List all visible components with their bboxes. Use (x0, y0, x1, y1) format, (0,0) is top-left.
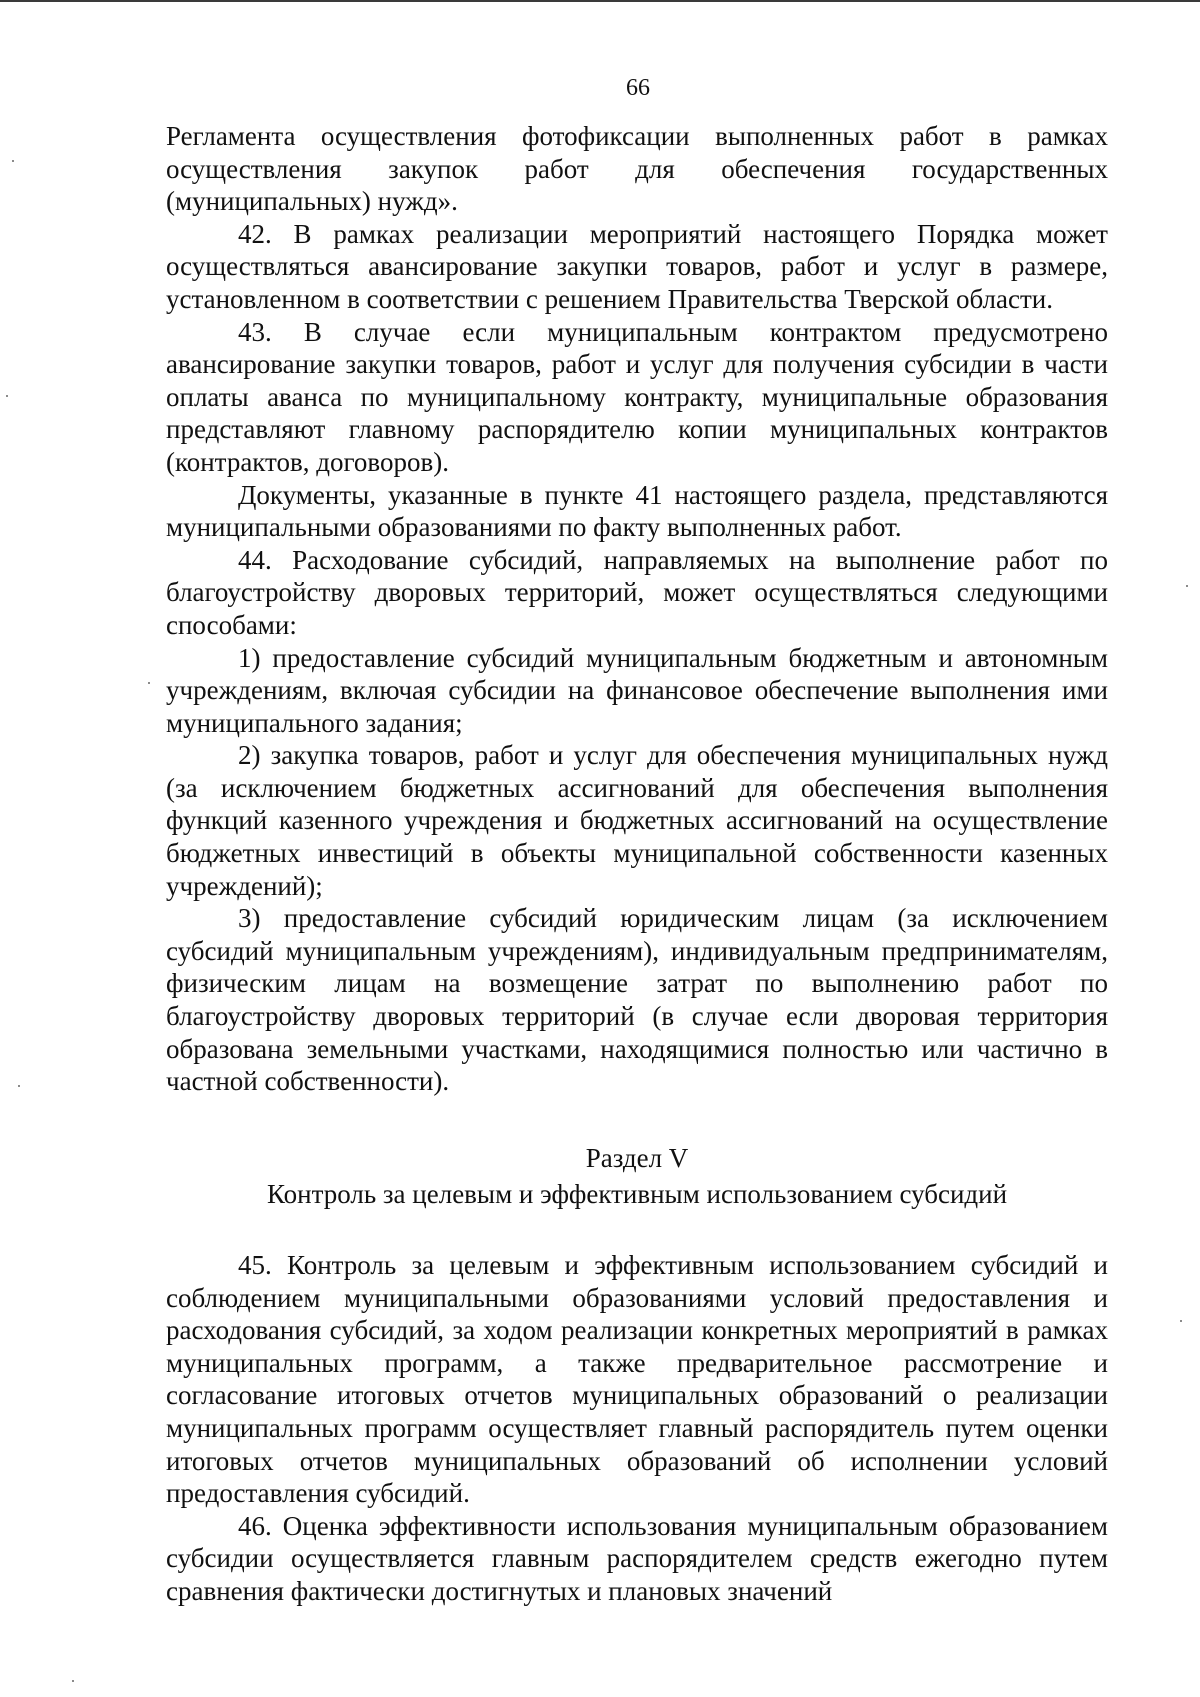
paragraph-45: 45. Контроль за целевым и эффективным использованием субсидий и соблюдением муниципальными образованиями условий предоставления и расходования субсидий, за ходом реализации конкретных мероприятий в рамках муниципальных программ, а также предварительное рассмотрение и согласование итоговых отчетов муниципальных образований о реализации муниципальных программ осуществляет главный распорядитель путем оценки итоговых отчетов муниципальных образований об исполнении условий предоставления субсидий. (166, 1250, 1108, 1509)
section-label: Раздел V (585, 1142, 689, 1173)
scan-speck (6, 395, 8, 397)
paragraph-46: 46. Оценка эффективности использования муниципальным образованием субсидии осуществляется главным распорядителем средств ежегодно путем сравнения фактически достигнутых и плановых значений (166, 1510, 1108, 1606)
scan-speck (148, 682, 150, 684)
paragraph-43: 43. В случае если муниципальным контрактом предусмотрено авансирование закупки товаров, работ и услуг для получения субсидии в части оплаты аванса по муниципальному контракту, муниципальные образования представляют главному распорядителю копии муниципальных контрактов (контрактов, договоров). (166, 316, 1108, 477)
section-title: Контроль за целевым и эффективным использованием субсидий (266, 1179, 1008, 1210)
scan-speck (1180, 1320, 1182, 1322)
paragraph-documents: Документы, указанные в пункте 41 настоящего раздела, представляются муниципальными образованиями по факту выполненных работ. (166, 479, 1108, 543)
document-body (166, 120, 1108, 1608)
list-item-3: 3) предоставление субсидий юридическим лицам (за исключением субсидий муниципальным учреждениям), индивидуальным предпринимателям, физическим лицам на возмещение затрат по выполнению работ по благоустройству дворовых территорий (в случае если дворовая территория образована земельными участками, находящимися полностью или частично в частной собственности). (166, 903, 1108, 1097)
paragraph-regulation-continuation: Регламента осуществления фотофиксации выполненных работ в рамках осуществления закупок работ для обеспечения государственных (муниципальных) нужд». (166, 121, 1108, 217)
paragraph-42: 42. В рамках реализации мероприятий настоящего Порядка может осуществляться авансирование закупки товаров, работ и услуг в размере, установленном в соответствии с решением Правительства Тверской области. (166, 218, 1108, 314)
paragraph-44: 44. Расходование субсидий, направляемых на выполнение работ по благоустройству дворовых территорий, может осуществляться следующими способами: (166, 544, 1108, 640)
scan-top-edge (0, 0, 1200, 2)
page-number: 66 (626, 75, 650, 101)
scan-speck (12, 160, 14, 162)
list-item-2: 2) закупка товаров, работ и услуг для обеспечения муниципальных нужд (за исключением бюджетных ассигнований для обеспечения выполнения функций казенного учреждения и бюджетных ассигнований на осуществление бюджетных инвестиций в объекты муниципальной собственности казенных учреждений); (166, 740, 1108, 901)
list-item-1: 1) предоставление субсидий муниципальным бюджетным и автономным учреждениям, включая субсидии на финансовое обеспечение выполнения ими муниципального задания; (166, 642, 1108, 738)
scan-speck (1186, 585, 1188, 587)
scan-speck (72, 1680, 74, 1682)
scan-speck (18, 1085, 20, 1087)
